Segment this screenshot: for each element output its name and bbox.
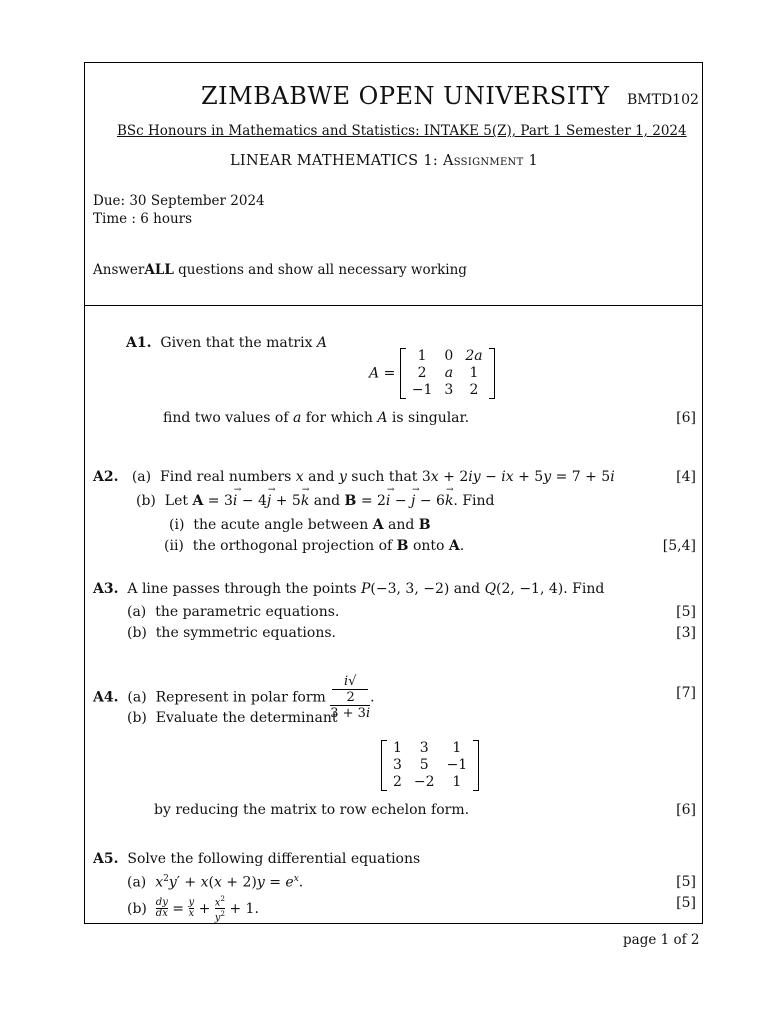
instruction-bold: ALL [144, 262, 174, 278]
a3-b-label: (b) [127, 625, 147, 641]
instruction-post: questions and show all necessary working [173, 262, 467, 278]
matrix-cell: −1 [411, 382, 433, 398]
a5-a-mark: [5] [676, 874, 696, 890]
a4-a-label: (a) [127, 689, 147, 706]
a5-label: A5. [93, 851, 119, 867]
a5-b-mark: [5] [676, 895, 696, 911]
a3-intro: A line passes through the points [127, 581, 361, 597]
matrix-cell: 0 [444, 348, 454, 364]
a2-a-mark: [4] [676, 469, 696, 485]
time-allowed: Time : 6 hours [93, 211, 193, 227]
a3-a-mark: [5] [676, 604, 696, 620]
a1-mark: [6] [676, 410, 696, 426]
matrix-cell: −1 [446, 757, 468, 773]
matrix-cell: a [444, 365, 454, 381]
due-date: Due: 30 September 2024 [93, 193, 265, 209]
a4-a-text: Represent in polar form [155, 689, 331, 706]
a2-ii-text: the orthogonal projection of [192, 538, 397, 554]
a1-matrix [400, 348, 495, 399]
matrix-cell: 1 [417, 348, 427, 364]
a2-ii-mark: [5,4] [662, 538, 696, 554]
assignment-label: Assignment 1 [442, 153, 539, 169]
question-a4: A4. (a) Represent in polar form i√ 2 3 + 3i . [93, 674, 375, 721]
a4-b-mark: [6] [676, 802, 696, 818]
a3-a-label: (a) [127, 604, 147, 620]
a4-fraction: i√ 2 3 + 3i [330, 674, 371, 721]
matrix-cell: 2 [417, 365, 427, 381]
a2-ii-label: (ii) [164, 538, 184, 554]
a2-a-label: (a) [131, 469, 152, 485]
question-a1: A1. Given that the matrix A [126, 335, 328, 351]
a1-matrix-equation: A = 1 0 2a 2 a 1 −1 3 2 [369, 348, 495, 399]
a4-b-text: Evaluate the determinant [155, 710, 338, 726]
instruction [93, 262, 467, 278]
course-name: LINEAR MATHEMATICS 1: [230, 153, 443, 169]
a1-follow-pre: find two values of [163, 410, 293, 426]
university-title: ZIMBABWE OPEN UNIVERSITY [201, 82, 610, 110]
a1-follow-post: is singular. [387, 410, 470, 426]
a2-i-label: (i) [169, 517, 185, 533]
a4-matrix [381, 740, 479, 791]
a2-b-text: Let [164, 493, 193, 509]
instruction-pre: Answer [93, 262, 145, 278]
question-a3: A3. A line passes through the points P(−3, 3, −2) and Q(2, −1, 4). Find [93, 581, 605, 597]
a2-i-text: the acute angle between [193, 517, 373, 533]
a4-follow: by reducing the matrix to row echelon form. [154, 802, 470, 818]
a4-b-label: (b) [127, 710, 147, 726]
a5-a-label: (a) [127, 874, 147, 891]
a3-a [127, 604, 339, 620]
course-code: BMTD102 [627, 92, 699, 108]
a5-intro: Solve the following differential equations [127, 851, 421, 867]
a2-b: (b) Let A = 3→ i − 4→ j + 5→ k and B = 2→ i − → j − 6→ k. Find [136, 493, 495, 509]
matrix-cell: 2 [393, 774, 402, 790]
matrix-cell: 3 [444, 382, 454, 398]
matrix-cell: 2 [469, 382, 479, 398]
a3-b-mark: [3] [676, 625, 696, 641]
page-number: page 1 of 2 [623, 932, 700, 948]
a3-label: A3. [93, 581, 119, 597]
matrix-cell: 3 [393, 757, 402, 773]
a1-label: A1. [126, 335, 152, 351]
matrix-cell: 1 [452, 774, 462, 790]
a3-b [127, 625, 336, 641]
question-a5 [93, 851, 420, 867]
a1-intro: Given that the matrix [160, 335, 317, 351]
a2-b-i: (i) the acute angle between A and B [169, 517, 431, 533]
a5-a: (a) $x^2y' + x(x + 2)y = e^x$. [127, 874, 304, 891]
matrix-cell: −2 [413, 774, 435, 790]
a4-b [127, 710, 337, 726]
a2-b-label: (b) [136, 493, 156, 509]
matrix-cell: 3 [419, 740, 429, 756]
a1-follow: find two values of a for which A is singular. [163, 410, 470, 426]
a1-follow-mid: for which [301, 410, 378, 426]
question-a2: A2. (a) Find real numbers x and y such that 3x + 2iy − ix + 5y = 7 + 5i [93, 469, 615, 485]
a5-b-label: (b) [127, 900, 147, 917]
matrix-cell: 1 [393, 740, 402, 756]
matrix-cell: 2a [465, 348, 483, 364]
a4-label: A4. [93, 689, 119, 706]
a3-a-text: the parametric equations. [155, 604, 340, 620]
a2-label: A2. [93, 469, 119, 485]
a4-a-mark: [7] [676, 685, 696, 701]
matrix-cell: 1 [452, 740, 462, 756]
a2-b-ii: (ii) the orthogonal projection of B onto A. [164, 538, 465, 554]
course-title [230, 153, 538, 169]
a2-a-text: Find real numbers [160, 469, 296, 485]
programme-line: BSc Honours in Mathematics and Statistics: INTAKE 5(Z), Part 1 Semester 1, 2024 [117, 123, 687, 139]
matrix-cell: 5 [419, 757, 429, 773]
header-divider [84, 305, 703, 306]
a3-b-text: the symmetric equations. [155, 625, 336, 641]
matrix-cell: 1 [469, 365, 479, 381]
a5-b: (b) $\frac{dy}{dx}$ = $\frac{y}{x}$ + $\frac{x^2}{y^2}$ + 1. [127, 895, 259, 924]
